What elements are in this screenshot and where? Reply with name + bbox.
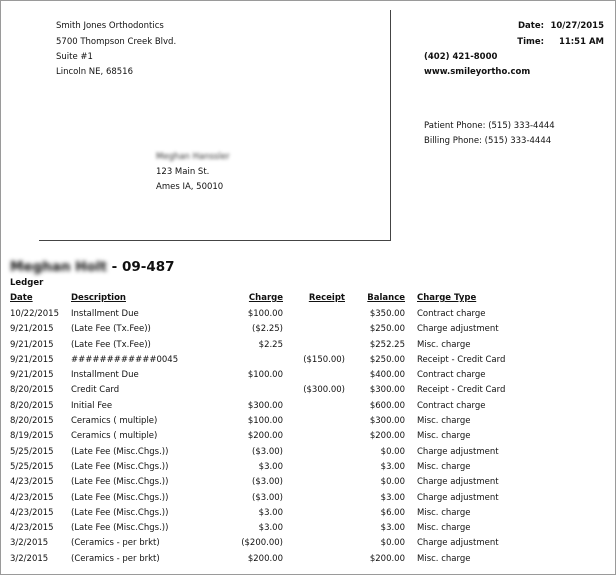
cell-charge: $3.00 <box>258 523 283 534</box>
table-row <box>0 370 616 385</box>
cell-charge: $100.00 <box>247 416 283 427</box>
cell-description: ############0045 <box>71 354 179 365</box>
table-row <box>0 401 616 416</box>
cell-description: Ceramics ( multiple) <box>71 416 158 427</box>
cell-balance: $200.00 <box>369 431 405 442</box>
header-description: Description <box>71 293 126 303</box>
patient-phone <box>424 121 555 131</box>
cell-description: Installment Due <box>71 309 139 319</box>
cell-charge: $200.00 <box>247 553 283 564</box>
cell-date: 5/25/2015 <box>10 446 54 457</box>
patient-phone-label: Patient Phone: <box>424 121 486 131</box>
cell-balance: $3.00 <box>380 492 405 503</box>
practice-city: Lincoln NE, 68516 <box>56 67 133 77</box>
table-row <box>0 508 616 523</box>
cell-description: (Ceramics - per brkt) <box>71 553 160 564</box>
cell-charge-type: Misc. charge <box>417 339 471 350</box>
cell-description: (Late Fee (Misc.Chgs.)) <box>71 507 169 518</box>
cell-receipt: ($150.00) <box>303 354 345 365</box>
cell-description: (Late Fee (Misc.Chgs.)) <box>71 461 169 472</box>
time-value: 11:51 AM <box>558 37 604 47</box>
cell-date: 4/23/2015 <box>10 492 54 503</box>
cell-date: 4/23/2015 <box>10 507 54 518</box>
cell-date: 4/23/2015 <box>10 477 54 488</box>
practice-name: Smith Jones Orthodontics <box>56 21 164 31</box>
table-row <box>0 385 616 400</box>
cell-balance: $0.00 <box>380 538 405 549</box>
cell-charge-type: Charge adjustment <box>417 477 499 488</box>
cell-balance: $0.00 <box>380 446 405 457</box>
cell-charge: $100.00 <box>247 309 283 319</box>
cell-balance: $6.00 <box>380 507 405 518</box>
cell-charge-type: Contract charge <box>417 400 486 411</box>
cell-balance: $350.00 <box>369 309 405 319</box>
patient-phone-value: (515) 333-4444 <box>488 121 555 131</box>
table-row <box>0 477 616 492</box>
billing-phone-label: Billing Phone: <box>424 136 482 146</box>
table-row <box>0 523 616 538</box>
header-receipt: Receipt <box>308 293 345 303</box>
cell-balance: $200.00 <box>369 553 405 564</box>
practice-street: 5700 Thompson Creek Blvd. <box>56 37 177 47</box>
cell-description: Installment Due <box>71 370 139 381</box>
table-row <box>0 462 616 477</box>
cell-balance: $252.25 <box>369 339 405 350</box>
time-label: Time: <box>517 37 544 47</box>
cell-charge-type: Charge adjustment <box>417 324 499 335</box>
patient-account: - 09-487 <box>106 259 175 275</box>
cell-date: 5/25/2015 <box>10 461 54 472</box>
cell-charge-type: Misc. charge <box>417 461 471 472</box>
cell-charge: ($200.00) <box>241 538 283 549</box>
cell-charge: ($3.00) <box>252 477 283 488</box>
cell-charge-type: Misc. charge <box>417 431 471 442</box>
cell-date: 8/20/2015 <box>10 416 54 427</box>
table-row <box>0 447 616 462</box>
cell-charge: $3.00 <box>258 507 283 518</box>
header-charge: Charge <box>248 293 283 303</box>
cell-charge-type: Misc. charge <box>417 553 471 564</box>
cell-charge: $200.00 <box>247 431 283 442</box>
cell-description: Ceramics ( multiple) <box>71 431 158 442</box>
cell-description: (Ceramics - per brkt) <box>71 538 160 549</box>
cell-balance: $0.00 <box>380 477 405 488</box>
cell-description: (Late Fee (Misc.Chgs.)) <box>71 446 169 457</box>
cell-date: 9/21/2015 <box>10 324 54 335</box>
cell-balance: $300.00 <box>369 385 405 396</box>
cell-charge-type: Charge adjustment <box>417 538 499 549</box>
date-label: Date: <box>517 21 544 31</box>
table-row <box>0 416 616 431</box>
cell-date: 10/22/2015 <box>10 309 59 319</box>
header-date: Date <box>10 293 33 303</box>
date-value: 10/27/2015 <box>550 21 604 31</box>
ledger-rows <box>0 309 616 569</box>
cell-charge-type: Receipt - Credit Card <box>417 354 506 365</box>
cell-charge: ($3.00) <box>252 446 283 457</box>
cell-charge-type: Contract charge <box>417 309 486 319</box>
cell-balance: $600.00 <box>369 400 405 411</box>
table-row <box>0 538 616 553</box>
cell-date: 8/19/2015 <box>10 431 54 442</box>
ledger-title: Ledger <box>10 278 44 288</box>
cell-balance: $3.00 <box>380 523 405 534</box>
table-row <box>0 355 616 370</box>
cell-charge: $100.00 <box>247 370 283 381</box>
cell-charge: $300.00 <box>247 400 283 411</box>
cell-charge: ($2.25) <box>252 324 283 335</box>
cell-date: 4/23/2015 <box>10 523 54 534</box>
header-charge-type: Charge Type <box>417 293 477 303</box>
cell-charge: $3.00 <box>258 461 283 472</box>
cell-date: 9/21/2015 <box>10 339 54 350</box>
billing-phone <box>424 136 551 146</box>
cell-balance: $400.00 <box>369 370 405 381</box>
cell-description: Credit Card <box>71 385 120 396</box>
cell-charge-type: Charge adjustment <box>417 492 499 503</box>
recipient-street: 123 Main St. <box>156 167 210 177</box>
cell-charge-type: Contract charge <box>417 370 486 381</box>
cell-charge-type: Misc. charge <box>417 523 471 534</box>
cell-description: (Late Fee (Misc.Chgs.)) <box>71 492 169 503</box>
table-row <box>0 309 616 324</box>
recipient-city: Ames IA, 50010 <box>156 182 224 192</box>
cell-description: (Late Fee (Tx.Fee)) <box>71 324 151 335</box>
table-row <box>0 324 616 339</box>
cell-description: (Late Fee (Tx.Fee)) <box>71 339 151 350</box>
header-balance: Balance <box>367 293 405 303</box>
practice-phone: (402) 421-8000 <box>424 52 498 62</box>
table-row <box>0 493 616 508</box>
cell-description: Initial Fee <box>71 400 113 411</box>
cell-date: 3/2/2015 <box>10 553 49 564</box>
cell-date: 9/21/2015 <box>10 370 54 381</box>
cell-date: 8/20/2015 <box>10 400 54 411</box>
cell-description: (Late Fee (Misc.Chgs.)) <box>71 523 169 534</box>
cell-charge: $2.25 <box>258 339 283 350</box>
cell-date: 9/21/2015 <box>10 354 54 365</box>
patient-name: Meghan Holt <box>10 259 107 275</box>
cell-date: 3/2/2015 <box>10 538 49 549</box>
cell-balance: $3.00 <box>380 461 405 472</box>
cell-charge-type: Misc. charge <box>417 507 471 518</box>
cell-receipt: ($300.00) <box>303 385 345 396</box>
cell-date: 8/20/2015 <box>10 385 54 396</box>
practice-suite: Suite #1 <box>56 52 93 62</box>
cell-charge-type: Misc. charge <box>417 416 471 427</box>
cell-balance: $300.00 <box>369 416 405 427</box>
cell-charge-type: Receipt - Credit Card <box>417 385 506 396</box>
recipient-name: Meghan Hanssler <box>156 152 230 162</box>
table-row <box>0 554 616 569</box>
cell-balance: $250.00 <box>369 354 405 365</box>
practice-website: www.smileyortho.com <box>424 67 531 77</box>
cell-balance: $250.00 <box>369 324 405 335</box>
cell-charge-type: Charge adjustment <box>417 446 499 457</box>
table-row <box>0 431 616 446</box>
billing-phone-value: (515) 333-4444 <box>484 136 552 146</box>
cell-charge: ($3.00) <box>252 492 283 503</box>
table-row <box>0 340 616 355</box>
patient-title <box>10 259 175 275</box>
cell-description: (Late Fee (Misc.Chgs.)) <box>71 477 169 488</box>
